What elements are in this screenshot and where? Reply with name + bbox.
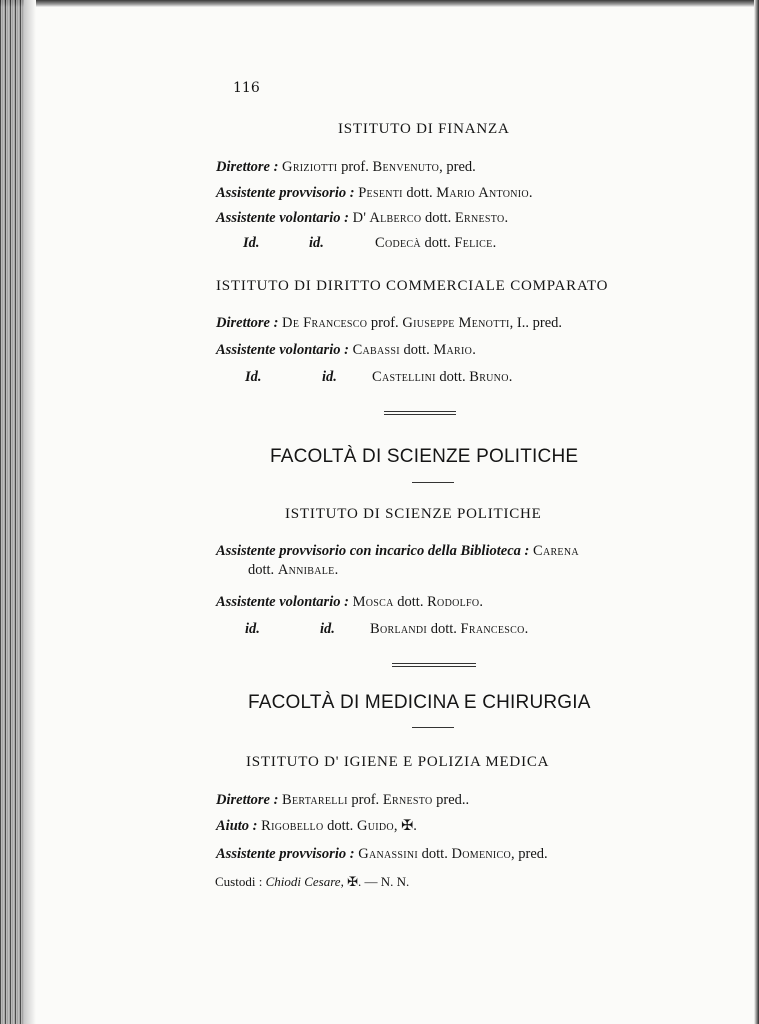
title-underline	[412, 727, 454, 728]
role-label: Direttore :	[216, 792, 279, 808]
role-label: Assistente provvisorio :	[216, 846, 355, 862]
title-text: dott.	[323, 818, 357, 834]
title-text: prof.	[347, 792, 383, 808]
medicina-row-direttore	[216, 792, 469, 809]
role-label: Assistente volontario :	[216, 210, 349, 226]
given-name: Francesco	[460, 621, 525, 637]
suffix-text: , ✠.	[393, 818, 417, 834]
surname: Rigobello	[261, 818, 324, 834]
facolta-medicina-title: FACOLTÀ DI MEDICINA E CHIRURGIA	[248, 692, 591, 713]
title-text: dott.	[248, 562, 278, 578]
role-label-id: id.	[309, 235, 324, 251]
medicina-row-assistente-provvisorio	[216, 846, 548, 863]
istituto-diritto-title: ISTITUTO DI DIRITTO COMMERCIALE COMPARATO	[216, 278, 609, 294]
title-text: dott.	[418, 846, 452, 862]
finanza-row-id-b	[309, 235, 324, 252]
custodi-rest: ✠. — N. N.	[343, 874, 410, 889]
given-name: Bruno	[469, 369, 509, 385]
medicina-row-aiuto	[216, 818, 417, 835]
politiche-row-assistente-volontario	[216, 594, 483, 611]
suffix-text: .	[504, 210, 509, 226]
surname: Borlandi	[370, 621, 428, 637]
page-top-edge	[0, 0, 759, 7]
role-label: Direttore :	[216, 315, 279, 331]
diritto-row-id-a	[245, 369, 262, 386]
custodi-label: Custodi :	[215, 874, 263, 889]
title-text: dott.	[427, 621, 461, 637]
role-label-id: Id.	[243, 235, 260, 251]
diritto-row-assistente-volontario	[216, 342, 476, 359]
suffix-text: , pred.	[439, 159, 476, 175]
surname: Bertarelli	[282, 792, 348, 808]
role-label-id: id.	[320, 621, 335, 637]
title-text: dott.	[435, 369, 470, 385]
surname: Castellini	[372, 369, 436, 385]
politiche-row-assistente-biblioteca	[216, 543, 579, 560]
surname: Pesenti	[358, 185, 403, 201]
given-name: Rodolfo	[427, 594, 480, 610]
surname: Codecà	[375, 235, 421, 251]
title-text: dott.	[420, 235, 455, 251]
section-separator	[384, 411, 456, 415]
politiche-row-assistente-biblioteca-cont	[248, 562, 338, 579]
given-name: Mario Antonio	[436, 185, 529, 201]
surname: Mosca	[352, 594, 394, 610]
role-label: Direttore :	[216, 159, 279, 175]
title-underline	[412, 482, 454, 483]
facolta-politiche-title: FACOLTÀ DI SCIENZE POLITICHE	[270, 446, 579, 467]
surname: Cabassi	[352, 342, 400, 358]
role-label: Assistente provvisorio :	[216, 185, 355, 201]
role-label: Assistente volontario :	[216, 342, 349, 358]
role-label: Assistente provvisorio con incarico della Biblioteca :	[216, 543, 530, 559]
suffix-text: .	[479, 594, 484, 610]
given-name: Benvenuto	[372, 159, 440, 175]
title-text: dott.	[393, 594, 428, 610]
surname: De Francesco	[282, 315, 368, 331]
suffix-text: .	[528, 185, 533, 201]
politiche-row-id-a	[245, 621, 260, 638]
role-label-id: id.	[245, 621, 260, 637]
role-label: Assistente volontario :	[216, 594, 349, 610]
politiche-row-id-b	[320, 621, 335, 638]
medicina-row-custodi	[215, 874, 409, 890]
role-label-id: Id.	[245, 369, 262, 385]
book-binding	[0, 0, 24, 1024]
given-name: Mario	[433, 342, 473, 358]
given-name: Ernesto	[454, 210, 505, 226]
politiche-row-id-entry	[370, 621, 528, 638]
finanza-row-direttore	[216, 159, 476, 176]
istituto-politiche-title: ISTITUTO DI SCIENZE POLITICHE	[285, 506, 542, 522]
given-name: Guido	[356, 818, 394, 834]
finanza-row-assistente-provvisorio	[216, 185, 533, 202]
finanza-row-assistente-volontario	[216, 210, 508, 227]
surname: Carena	[532, 543, 579, 559]
section-separator	[392, 663, 476, 667]
role-label: Aiuto :	[216, 818, 258, 834]
suffix-text: .	[334, 562, 339, 578]
title-text: dott.	[402, 185, 437, 201]
diritto-row-id-b	[322, 369, 337, 386]
title-text: prof.	[337, 159, 373, 175]
surname: Griziotti	[282, 159, 338, 175]
surname: D' Alberco	[352, 210, 422, 226]
title-text: dott.	[399, 342, 434, 358]
role-label-id: id.	[322, 369, 337, 385]
diritto-row-direttore	[216, 315, 562, 332]
finanza-row-id	[243, 235, 260, 252]
suffix-text: .	[492, 235, 497, 251]
given-name: Annibale	[277, 562, 335, 578]
binding-shadow	[24, 0, 36, 1024]
given-name: Felice	[454, 235, 493, 251]
suffix-text: .	[472, 342, 476, 358]
title-text: prof.	[367, 315, 403, 331]
given-name: Giuseppe Menotti	[402, 315, 510, 331]
suffix-text: .	[508, 369, 513, 385]
page-right-edge	[754, 0, 759, 1024]
given-name: Domenico	[451, 846, 512, 862]
suffix-text: .	[524, 621, 529, 637]
istituto-igiene-title: ISTITUTO D' IGIENE E POLIZIA MEDICA	[246, 754, 550, 770]
page-number: 116	[233, 80, 260, 96]
istituto-finanza-title: ISTITUTO DI FINANZA	[338, 121, 510, 137]
given-name: Ernesto	[382, 792, 433, 808]
suffix-text: pred..	[432, 792, 470, 808]
diritto-row-id-entry	[372, 369, 512, 386]
suffix-text: , pred.	[511, 846, 548, 862]
title-text: dott.	[421, 210, 455, 226]
suffix-text: , I.. pred.	[509, 315, 562, 331]
surname: Ganassini	[358, 846, 419, 862]
finanza-row-id-entry	[375, 235, 496, 252]
custodi-names: Chiodi Cesare,	[265, 874, 344, 889]
